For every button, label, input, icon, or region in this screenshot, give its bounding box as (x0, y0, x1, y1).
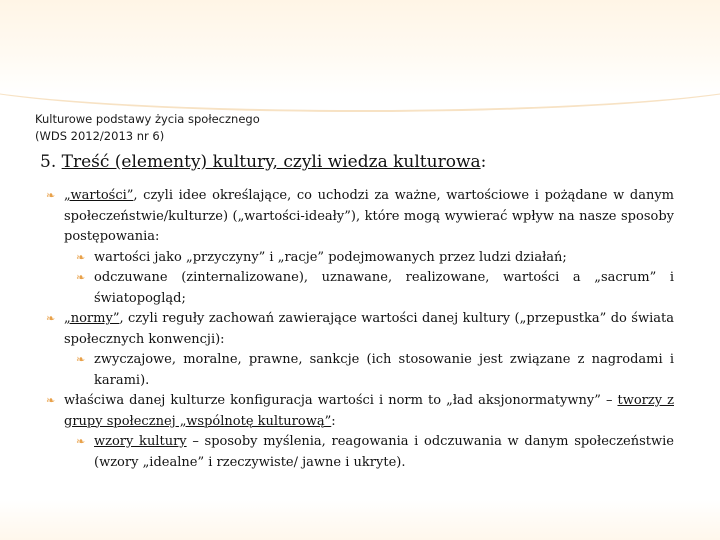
leaf-bullet-icon: ❧ (76, 353, 86, 366)
list-item (46, 350, 674, 391)
list-item (46, 186, 674, 248)
list-item (46, 432, 674, 473)
course-code: (WDS 2012/2013 nr 6) (35, 129, 165, 143)
bullet-list (46, 186, 674, 473)
item-term: wzory kultury (94, 434, 187, 449)
item-tail: : (331, 413, 336, 429)
item-term: „normy” (64, 311, 120, 326)
list-item (46, 309, 674, 350)
slide-title (40, 152, 690, 172)
bottom-decoration (0, 500, 720, 540)
title-number: 5. (40, 152, 62, 172)
item-text: , czyli reguły zachowań zawierające wartości danej kultury („przepustka” do świata społecznych konwencji): (64, 311, 674, 347)
item-text: odczuwane (zinternalizowane), uznawane, realizowane, wartości a „sacrum” i światopogląd; (94, 270, 674, 306)
leaf-bullet-icon: ❧ (46, 394, 56, 407)
course-header (35, 111, 260, 145)
course-title: Kulturowe podstawy życia społecznego (35, 112, 260, 126)
top-curve-decoration (0, 40, 720, 112)
title-text: Treść (elementy) kultury, czyli wiedza kulturowa (61, 152, 481, 172)
title-suffix: : (480, 152, 487, 172)
item-text: zwyczajowe, moralne, prawne, sankcje (ich stosowanie jest związane z nagrodami i karami). (94, 352, 674, 388)
item-underlined-tail: tworzy z grupy społecznej „wspólnotę kulturową” (64, 393, 674, 429)
leaf-bullet-icon: ❧ (46, 312, 56, 325)
list-item (46, 248, 674, 269)
item-text: właściwa danej kulturze konfiguracja wartości i norm to „ład aksjonormatywny” – (64, 393, 618, 408)
item-text: , czyli idee określające, co uchodzi za ważne, wartościowe i pożądane w danym społeczeństwie/kulturze) („wartości-ideały”), które mogą wywierać wpływ na nasze sposoby postępowania: (64, 188, 674, 244)
leaf-bullet-icon: ❧ (76, 435, 86, 448)
leaf-bullet-icon: ❧ (76, 250, 86, 264)
leaf-bullet-icon: ❧ (46, 189, 56, 202)
item-text: wartości jako „przyczyny” i „racje” podejmowanych przez ludzi działań; (94, 249, 567, 265)
list-item (46, 268, 674, 309)
item-term: „wartości” (64, 188, 134, 203)
list-item (46, 391, 674, 432)
leaf-bullet-icon: ❧ (76, 271, 86, 284)
item-text: – sposoby myślenia, reagowania i odczuwania w danym społeczeństwie (wzory „idealne” i rzeczywiste/ jawne i ukryte). (94, 434, 674, 470)
